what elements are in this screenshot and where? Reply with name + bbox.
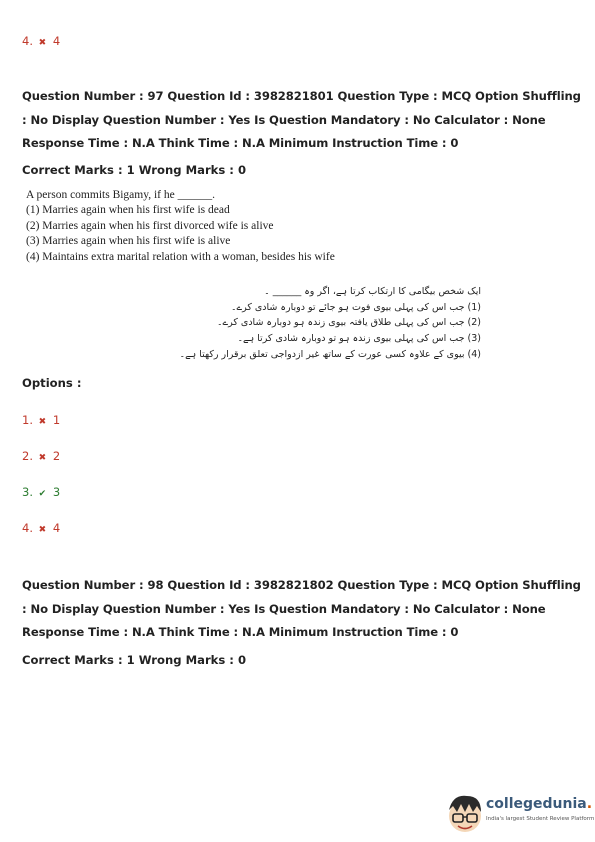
question-97-urdu [81,284,481,363]
choice-line: (2) Marries again when his first divorced wife is alive [26,219,274,232]
check-icon: ✔ [38,489,47,499]
question-97-marks: Correct Marks : 1 Wrong Marks : 0 [22,163,247,177]
urdu-choice: (2) جب اس کی پہلی طلاق یافتہ بیوی زندہ ہو دوبارہ شادی کرے۔ [216,317,481,329]
choice-line: (1) Marries again when his first wife is dead [26,204,230,217]
option-number: 3. [22,485,33,499]
option-number: 4. [22,521,33,535]
option-value: 3 [52,485,61,499]
question-stem: A person commits Bigamy, if he ______. [26,189,215,201]
choice-line: (3) Marries again when his first wife is alive [26,235,231,248]
question-97-english [26,188,335,265]
option-4 [22,521,60,535]
cross-icon: ✖ [38,525,47,535]
option-value: 1 [52,413,61,427]
prev-option-4 [22,34,60,48]
urdu-choice: (1) جب اس کی پہلی بیوی فوت ہو جائے تو دوبارہ شادی کرے۔ [230,301,481,313]
urdu-choice: (4) بیوی کے علاوہ کسی عورت کے ساتھ غیر ازدواجی تعلق برقرار رکھتا ہے۔ [179,348,481,360]
option-value: 2 [52,449,61,463]
question-97-header: Question Number : 97 Question Id : 3982821801 Question Type : MCQ Option Shuffling : No Display Question Number : Yes Is Question Mandatory : No Calculator : None Response Time : N.A Think Time : N.A Minimum Instruction Time : 0 [22,89,581,150]
urdu-choice: (3) جب اس کی پہلی بیوی زندہ ہو تو دوبارہ شادی کرتا ہے۔ [237,333,481,345]
option-number: 4. [22,34,33,48]
option-2 [22,449,60,463]
choice-line: (4) Maintains extra marital relation with a woman, besides his wife [26,250,335,263]
option-number: 2. [22,449,33,463]
cross-icon: ✖ [38,453,47,463]
question-98-marks: Correct Marks : 1 Wrong Marks : 0 [22,653,247,667]
cross-icon: ✖ [38,38,47,48]
option-3 [22,485,60,499]
question-98-header: Question Number : 98 Question Id : 3982821802 Question Type : MCQ Option Shuffling : No Display Question Number : Yes Is Question Mandatory : No Calculator : None Response Time : N.A Think Time : N.A Minimum Instruction Time : 0 [22,578,581,639]
option-1 [22,413,60,427]
option-value: 4 [52,521,61,535]
option-value: 4 [52,34,61,48]
cross-icon: ✖ [38,417,47,427]
logo-wordmark: collegedunia. [486,796,593,812]
logo-tagline: India's largest Student Review Platform [486,816,595,822]
option-number: 1. [22,413,33,427]
urdu-stem: ایک شخص بیگامی کا ارتکاب کرتا ہے، اگر وہ ______ ۔ [264,286,481,297]
options-label: Options : [22,376,82,390]
